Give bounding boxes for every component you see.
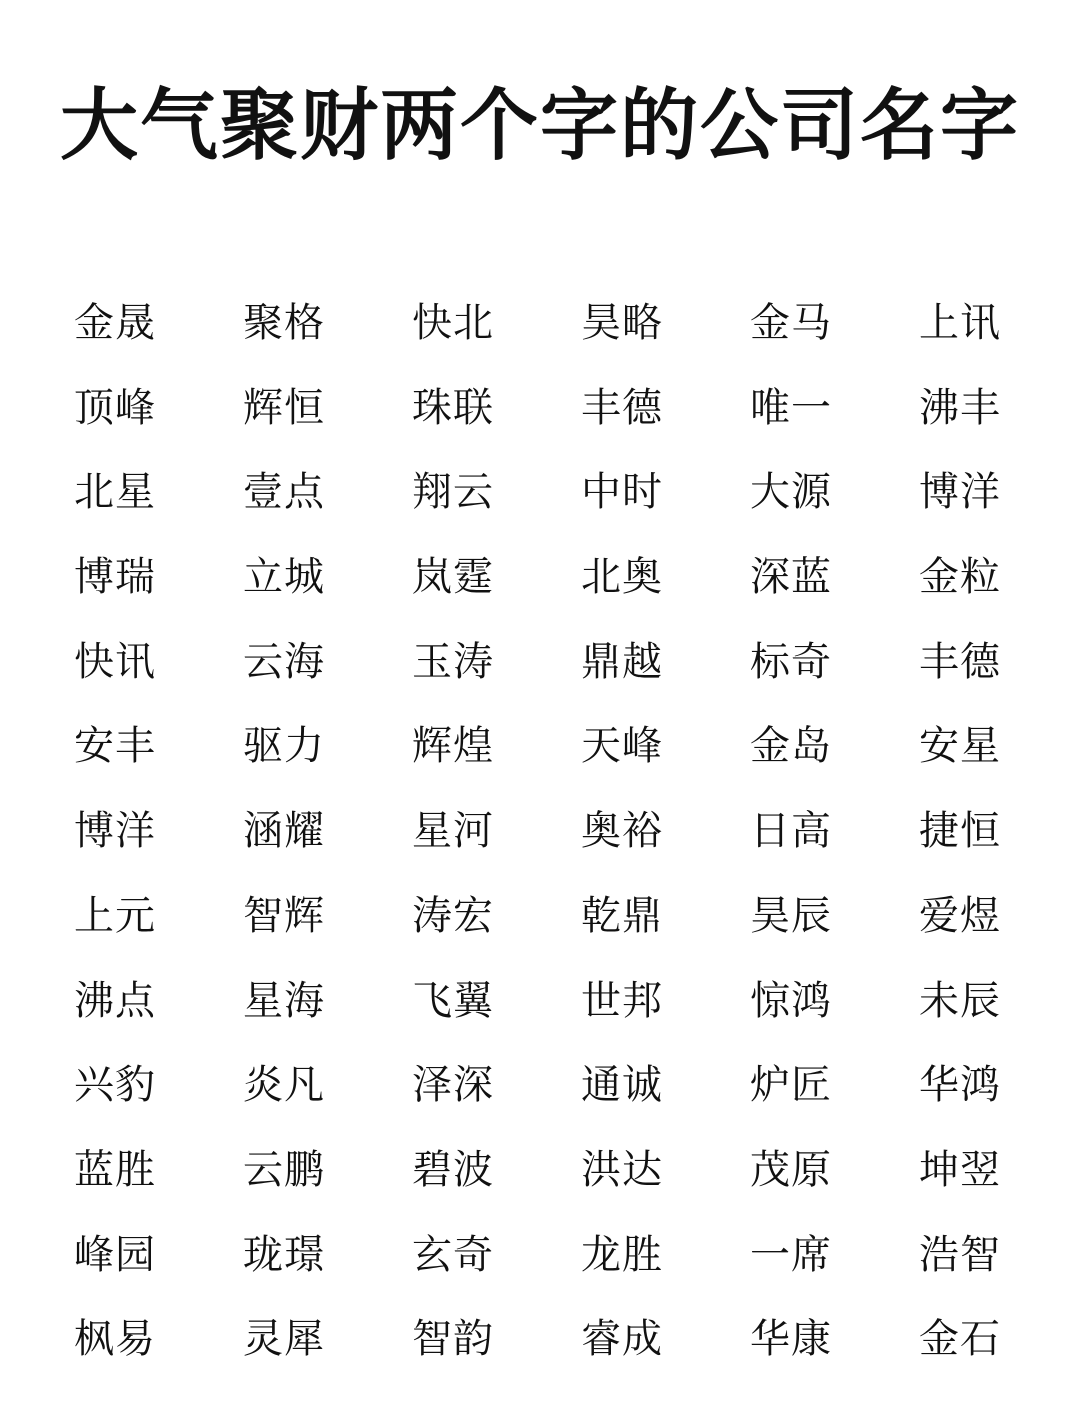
- company-name-cell: 一席: [750, 1231, 832, 1278]
- company-name-cell: 昊略: [581, 300, 663, 346]
- company-name-cell: 惊鸿: [750, 977, 832, 1024]
- company-name-cell: 辉恒: [243, 384, 325, 431]
- company-name-cell: 兴豹: [74, 1062, 156, 1109]
- company-name-cell: 奥裕: [581, 808, 663, 855]
- company-name-cell: 聚格: [243, 300, 325, 346]
- company-name-cell: 珠联: [412, 384, 494, 431]
- company-name-cell: 洪达: [581, 1146, 663, 1193]
- company-name-cell: 乾鼎: [581, 892, 663, 939]
- company-name-cell: 金粒: [919, 554, 1001, 601]
- company-name-cell: 顶峰: [74, 384, 156, 431]
- company-name-cell: 昊辰: [750, 892, 832, 939]
- company-name-cell: 华鸿: [919, 1062, 1001, 1109]
- company-name-cell: 爱煜: [919, 892, 1001, 939]
- company-name-cell: 丰德: [919, 638, 1001, 685]
- company-name-cell: 碧波: [412, 1146, 494, 1193]
- company-name-cell: 蓝胜: [74, 1146, 156, 1193]
- company-name-cell: 通诚: [581, 1062, 663, 1109]
- company-name-cell: 上元: [74, 892, 156, 939]
- company-name-cell: 枫易: [74, 1316, 156, 1363]
- company-name-cell: 翔云: [412, 469, 494, 516]
- company-name-cell: 玉涛: [412, 638, 494, 685]
- company-name-cell: 丰德: [581, 384, 663, 431]
- company-name-cell: 标奇: [750, 638, 832, 685]
- company-name-cell: 立城: [243, 554, 325, 601]
- company-name-cell: 北奥: [581, 554, 663, 601]
- page-title: 大气聚财两个字的公司名字: [59, 81, 1020, 171]
- company-name-cell: 智韵: [412, 1316, 494, 1363]
- company-name-cell: 云海: [243, 638, 325, 685]
- company-name-cell: 炎凡: [243, 1062, 325, 1109]
- company-name-cell: 坤翌: [919, 1146, 1001, 1193]
- company-name-cell: 博洋: [919, 469, 1001, 516]
- company-name-cell: 飞翼: [412, 977, 494, 1024]
- company-name-cell: 金晟: [74, 300, 156, 346]
- company-name-cell: 睿成: [581, 1316, 663, 1363]
- company-name-cell: 星河: [412, 808, 494, 855]
- company-name-grid: [74, 281, 1080, 1382]
- company-name-cell: 峰园: [74, 1231, 156, 1278]
- company-name-cell: 珑璟: [243, 1231, 325, 1278]
- company-name-cell: 茂原: [750, 1146, 832, 1193]
- company-name-cell: 上讯: [919, 300, 1001, 346]
- company-name-cell: 岚霆: [412, 554, 494, 601]
- company-name-cell: 博瑞: [74, 554, 156, 601]
- company-name-cell: 唯一: [750, 384, 832, 431]
- company-name-cell: 涛宏: [412, 892, 494, 939]
- company-name-cell: 星海: [243, 977, 325, 1024]
- company-name-cell: 未辰: [919, 977, 1001, 1024]
- company-name-cell: 大源: [750, 469, 832, 516]
- company-name-cell: 沸点: [74, 977, 156, 1024]
- company-name-cell: 深蓝: [750, 554, 832, 601]
- company-name-cell: 浩智: [919, 1231, 1001, 1278]
- company-name-cell: 鼎越: [581, 638, 663, 685]
- company-name-cell: 炉匠: [750, 1062, 832, 1109]
- company-name-cell: 快讯: [74, 638, 156, 685]
- company-name-cell: 云鹏: [243, 1146, 325, 1193]
- company-name-cell: 快北: [412, 300, 494, 346]
- company-name-cell: 捷恒: [919, 808, 1001, 855]
- company-name-cell: 金岛: [750, 723, 832, 770]
- company-name-cell: 中时: [581, 469, 663, 516]
- company-name-cell: 壹点: [243, 469, 325, 516]
- company-name-cell: 辉煌: [412, 723, 494, 770]
- company-name-cell: 金马: [750, 300, 832, 346]
- company-name-cell: 日高: [750, 808, 832, 855]
- company-name-cell: 世邦: [581, 977, 663, 1024]
- company-name-cell: 天峰: [581, 723, 663, 770]
- company-name-cell: 涵耀: [243, 808, 325, 855]
- company-name-cell: 安星: [919, 723, 1001, 770]
- company-name-cell: 龙胜: [581, 1231, 663, 1278]
- company-name-cell: 沸丰: [919, 384, 1001, 431]
- company-name-cell: 北星: [74, 469, 156, 516]
- company-name-cell: 华康: [750, 1316, 832, 1363]
- company-name-cell: 驱力: [243, 723, 325, 770]
- company-name-cell: 金石: [919, 1316, 1001, 1363]
- company-name-cell: 灵犀: [243, 1316, 325, 1363]
- company-name-cell: 智辉: [243, 892, 325, 939]
- company-name-cell: 泽深: [412, 1062, 494, 1109]
- company-name-cell: 安丰: [74, 723, 156, 770]
- company-name-cell: 博洋: [74, 808, 156, 855]
- company-name-cell: 玄奇: [412, 1231, 494, 1278]
